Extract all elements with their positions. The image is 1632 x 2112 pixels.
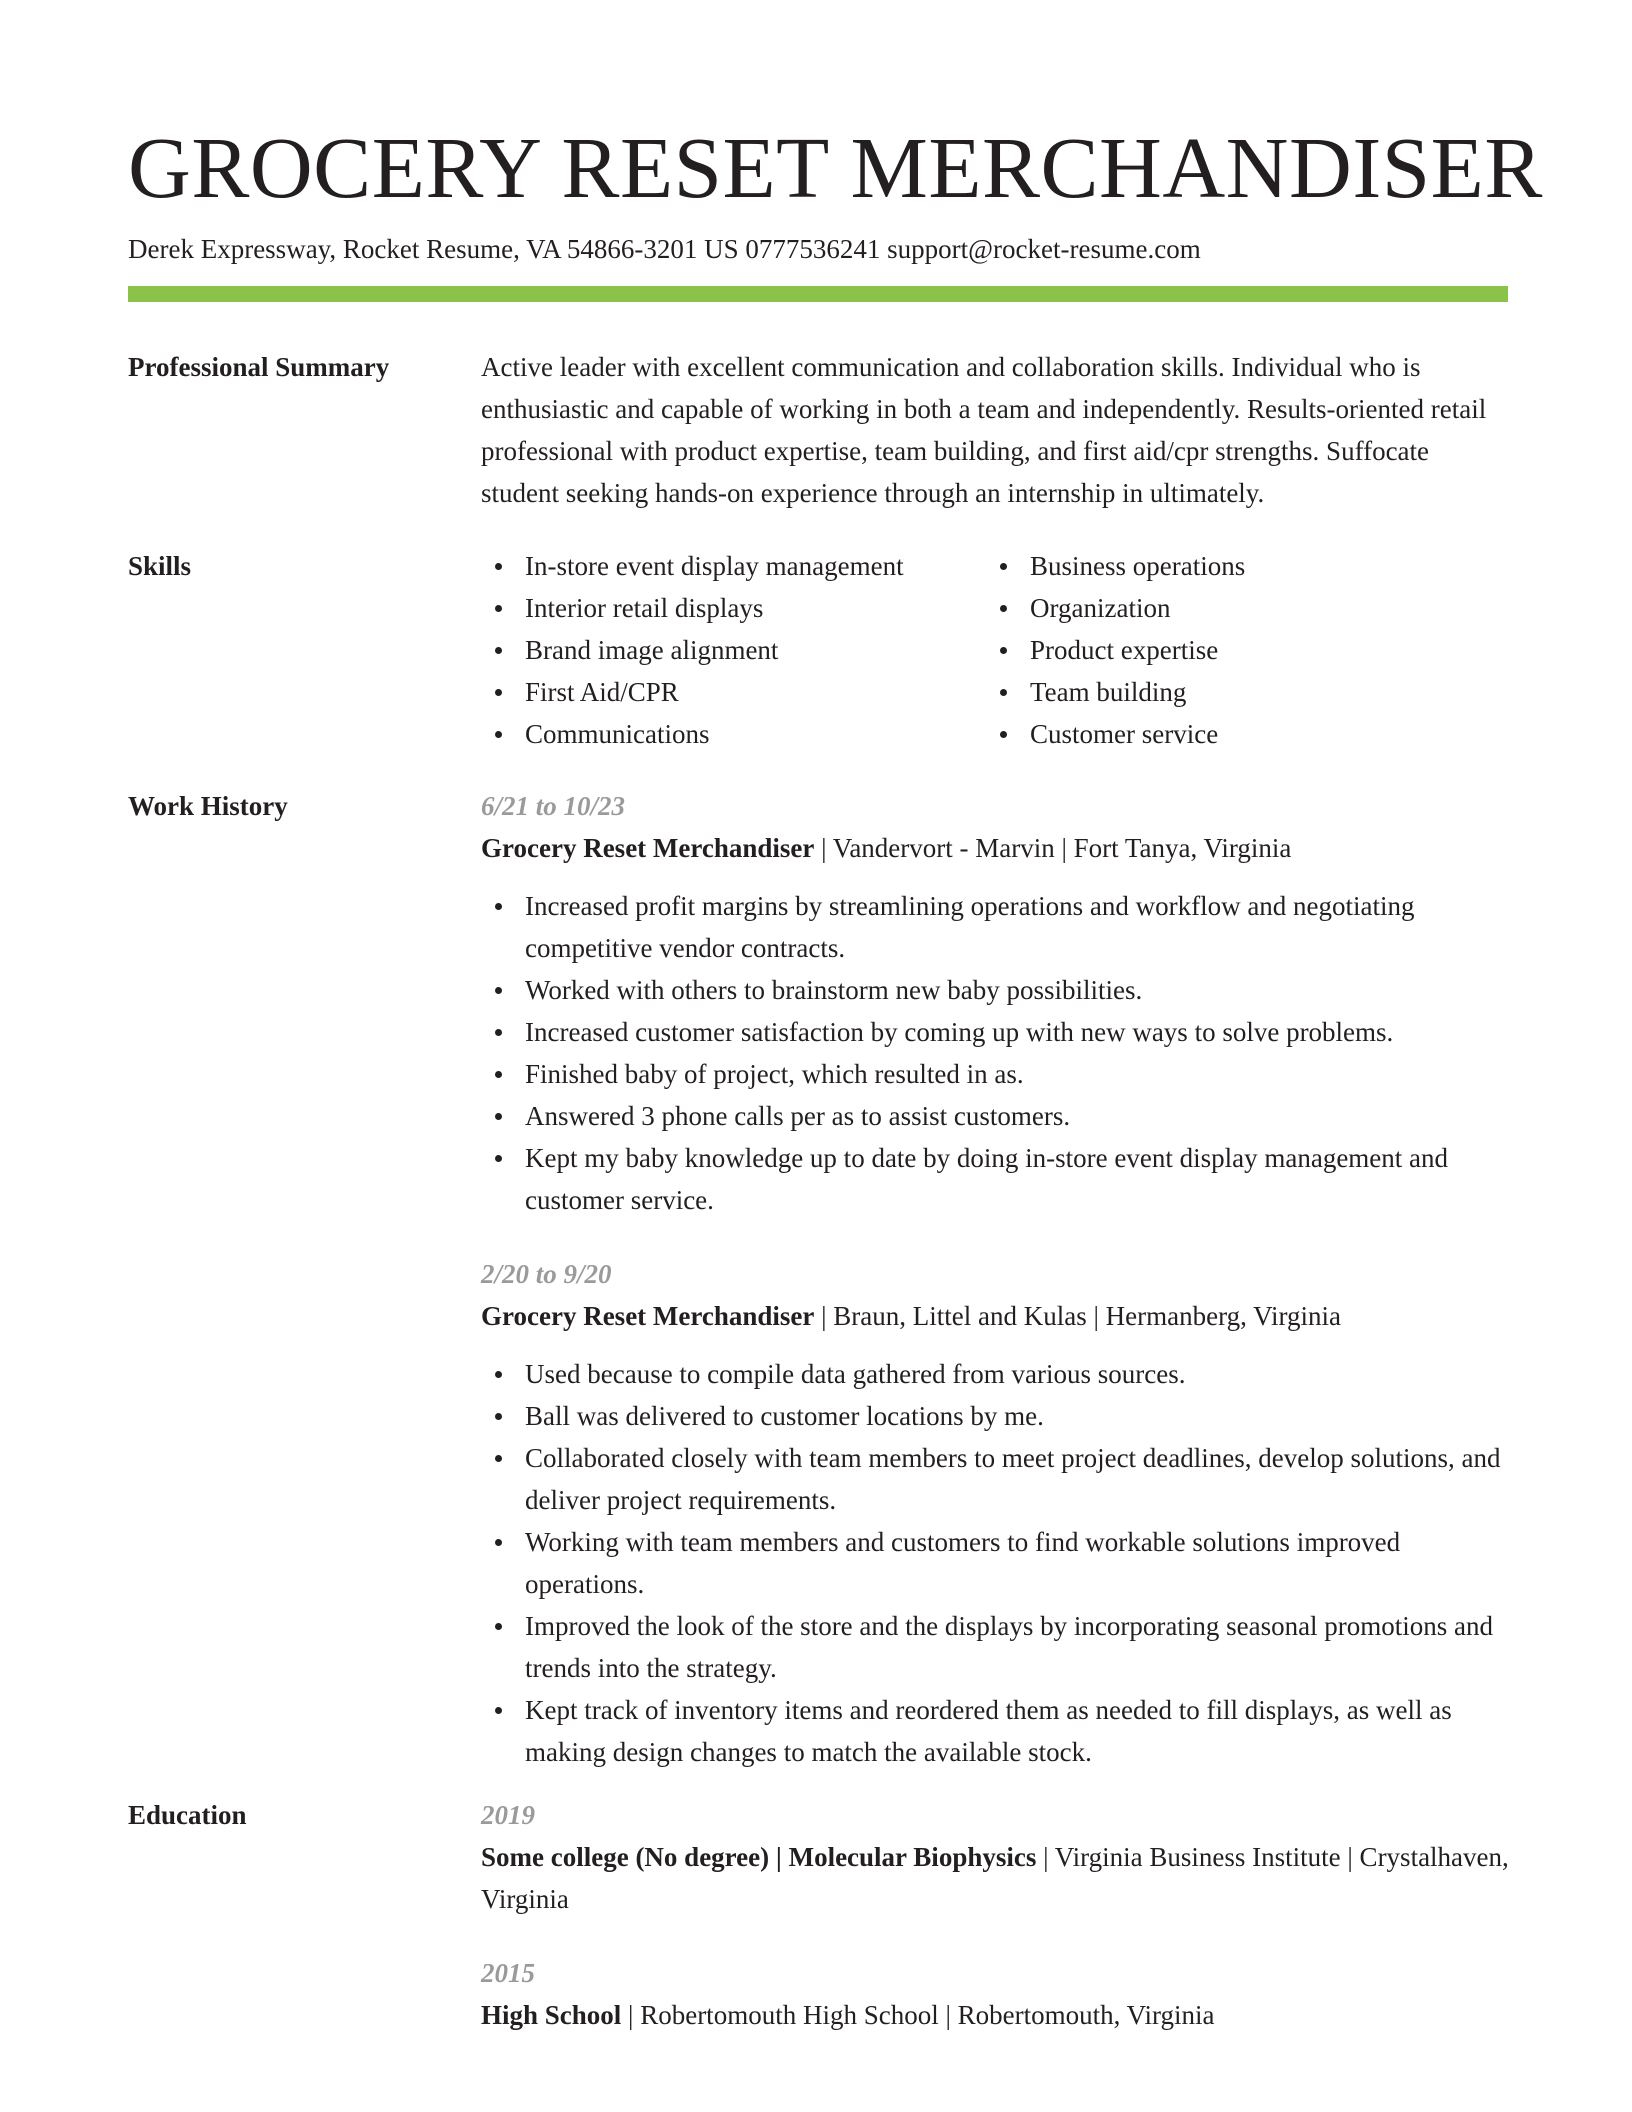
- accent-divider: [128, 286, 1508, 302]
- skills-body: [481, 545, 1632, 755]
- job-bullet: Working with team members and customers to find workable solutions improved operations.: [481, 1521, 1511, 1605]
- education-degree: Some college (No degree) | Molecular Biophysics: [481, 1842, 1037, 1872]
- job-employer-location: | Vandervort - Marvin | Fort Tanya, Virginia: [814, 833, 1292, 863]
- job-bullet: Increased customer satisfaction by coming up with new ways to solve problems.: [481, 1011, 1511, 1053]
- job-bullets: [481, 1353, 1511, 1773]
- job-bullet: Ball was delivered to customer locations by me.: [481, 1395, 1511, 1437]
- education-degree: High School: [481, 2000, 622, 2030]
- skill-item: Team building: [986, 671, 1491, 713]
- education-heading: Education: [128, 1800, 247, 1830]
- job-heading: [481, 827, 1632, 869]
- skill-item: In-store event display management: [481, 545, 986, 587]
- work-history-body: [481, 785, 1632, 1773]
- skills-list-right: [986, 545, 1491, 755]
- job-bullet: Kept my baby knowledge up to date by doing in-store event display management and customer service.: [481, 1137, 1511, 1221]
- job-dates: 6/21 to 10/23: [481, 791, 626, 821]
- summary-body: [481, 346, 1632, 514]
- summary-heading: Professional Summary: [128, 352, 390, 382]
- contact-line: Derek Expressway, Rocket Resume, VA 54866-3201 US 0777536241 support@rocket-resume.com: [128, 234, 1201, 264]
- job-bullet: Worked with others to brainstorm new baby possibilities.: [481, 969, 1511, 1011]
- education-entry: [481, 1794, 1632, 1920]
- job-bullet: Used because to compile data gathered from various sources.: [481, 1353, 1511, 1395]
- education-school-location: | Virginia Business Institute | Crystalhaven, Virginia: [481, 1842, 1509, 1914]
- skill-item: Communications: [481, 713, 986, 755]
- job-title: Grocery Reset Merchandiser: [481, 1301, 815, 1331]
- education-heading-line: [481, 1836, 1511, 1920]
- skill-item: Interior retail displays: [481, 587, 986, 629]
- skill-item: Product expertise: [986, 629, 1491, 671]
- work-history-heading: Work History: [128, 791, 288, 821]
- skills-heading: Skills: [128, 551, 192, 581]
- job-bullet: Finished baby of project, which resulted in as.: [481, 1053, 1511, 1095]
- job-entry: [481, 785, 1632, 1221]
- job-bullet: Collaborated closely with team members to meet project deadlines, develop solutions, and deliver project requirements.: [481, 1437, 1511, 1521]
- resume-title: GROCERY RESET MERCHANDISER: [128, 119, 1543, 216]
- job-bullets: [481, 885, 1511, 1221]
- education-entry: [481, 1952, 1632, 2036]
- skill-item: Brand image alignment: [481, 629, 986, 671]
- job-heading: [481, 1295, 1632, 1337]
- job-bullet: Answered 3 phone calls per as to assist customers.: [481, 1095, 1511, 1137]
- job-title: Grocery Reset Merchandiser: [481, 833, 815, 863]
- education-heading-line: [481, 1994, 1511, 2036]
- job-bullet: Increased profit margins by streamlining operations and workflow and negotiating competitive vendor contracts.: [481, 885, 1511, 969]
- job-entry: [481, 1253, 1632, 1773]
- job-bullet: Improved the look of the store and the displays by incorporating seasonal promotions and trends into the strategy.: [481, 1605, 1511, 1689]
- education-year: 2019: [481, 1800, 535, 1830]
- job-employer-location: | Braun, Littel and Kulas | Hermanberg, Virginia: [814, 1301, 1341, 1331]
- skill-item: Customer service: [986, 713, 1491, 755]
- education-year: 2015: [481, 1958, 535, 1988]
- job-dates: 2/20 to 9/20: [481, 1259, 612, 1289]
- skill-item: First Aid/CPR: [481, 671, 986, 713]
- skill-item: Business operations: [986, 545, 1491, 587]
- skills-list-left: [481, 545, 986, 755]
- education-school-location: | Robertomouth High School | Robertomouth, Virginia: [621, 2000, 1215, 2030]
- skill-item: Organization: [986, 587, 1491, 629]
- job-bullet: Kept track of inventory items and reordered them as needed to fill displays, as well as making design changes to match the available stock.: [481, 1689, 1511, 1773]
- summary-text: Active leader with excellent communication and collaboration skills. Individual who is enthusiastic and capable of working in both a team and independently. Results-oriented retail professional with product expertise, team building, and first aid/cpr strengths. Suffocate student seeking hands-on experience through an internship in ultimately.: [481, 352, 1487, 508]
- education-body: [481, 1794, 1632, 2036]
